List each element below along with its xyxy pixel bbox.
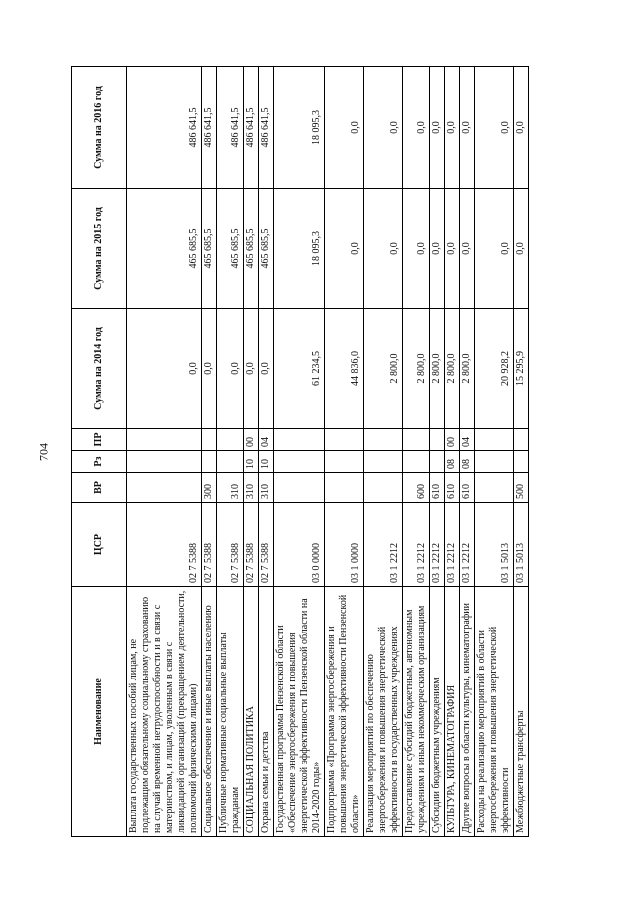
- cell-pr: [202, 429, 217, 451]
- cell-sum-2015: 0,0: [403, 189, 430, 309]
- cell-sum-2016: 486 641,5: [244, 67, 259, 189]
- header-csr: ЦСР: [72, 503, 127, 587]
- cell-rz: [430, 451, 445, 473]
- cell-sum-2014: 2 800,0: [460, 309, 475, 429]
- cell-sum-2016: 0,0: [475, 67, 514, 189]
- cell-vr: [274, 473, 325, 503]
- cell-name: Реализация мероприятий по обеспечению энергосбережения и повышения энергетической эффективности в государственных учреждениях: [364, 587, 403, 837]
- cell-sum-2016: 0,0: [445, 67, 460, 189]
- cell-sum-2015: 0,0: [460, 189, 475, 309]
- cell-csr: 03 1 0000: [325, 503, 364, 587]
- cell-sum-2014: 0,0: [127, 309, 202, 429]
- header-rz: Рз: [72, 451, 127, 473]
- cell-sum-2015: 465 685,5: [127, 189, 202, 309]
- cell-csr: 03 1 2212: [364, 503, 403, 587]
- page-number: 704: [36, 443, 51, 461]
- cell-csr: 02 7 5388: [202, 503, 217, 587]
- cell-vr: 600: [403, 473, 430, 503]
- cell-sum-2016: 0,0: [514, 67, 529, 189]
- cell-sum-2014: 0,0: [259, 309, 274, 429]
- cell-csr: 02 7 5388: [259, 503, 274, 587]
- cell-sum-2015: 0,0: [514, 189, 529, 309]
- cell-pr: [325, 429, 364, 451]
- cell-sum-2014: 0,0: [202, 309, 217, 429]
- table-row: [244, 67, 259, 837]
- cell-name: Подпрограмма «Программа энергосбережения и повышения энергетической эффективности Пензенской области»: [325, 587, 364, 837]
- table-row: [460, 67, 475, 837]
- cell-rz: [364, 451, 403, 473]
- cell-rz: [274, 451, 325, 473]
- cell-sum-2016: 486 641,5: [217, 67, 244, 189]
- cell-name: Другие вопросы в области культуры, кинематографии: [460, 587, 475, 837]
- table-row: [430, 67, 445, 837]
- cell-csr: 03 1 2212: [445, 503, 460, 587]
- cell-sum-2016: 0,0: [430, 67, 445, 189]
- cell-rz: [127, 451, 202, 473]
- cell-sum-2014: 0,0: [217, 309, 244, 429]
- cell-rz: [217, 451, 244, 473]
- cell-sum-2014: 2 800,0: [445, 309, 460, 429]
- header-pr: ПР: [72, 429, 127, 451]
- header-sum-2016: Сумма на 2016 год: [72, 67, 127, 189]
- cell-csr: 03 0 0000: [274, 503, 325, 587]
- cell-sum-2014: 2 800,0: [364, 309, 403, 429]
- header-name: Наименование: [72, 587, 127, 837]
- cell-csr: 02 7 5388: [127, 503, 202, 587]
- table-row: [445, 67, 460, 837]
- cell-vr: [364, 473, 403, 503]
- cell-csr: 03 1 2212: [430, 503, 445, 587]
- cell-name: Выплата государственных пособий лицам, не подлежащим обязательному социальному страхованию на случай временной нетрудоспособности и в связи с материнством, и лицам, уволенным в связи с ликвидацией организаций (прекращением деятельности, полномочий физическими лицами): [127, 587, 202, 837]
- table-row: [514, 67, 529, 837]
- cell-rz: [475, 451, 514, 473]
- cell-vr: [325, 473, 364, 503]
- cell-pr: [514, 429, 529, 451]
- cell-vr: [127, 473, 202, 503]
- header-vr: ВР: [72, 473, 127, 503]
- cell-sum-2015: 0,0: [430, 189, 445, 309]
- cell-name: КУЛЬТУРА, КИНЕМАТОГРАФИЯ: [445, 587, 460, 837]
- cell-csr: 02 7 5388: [217, 503, 244, 587]
- cell-name: Государственная программа Пензенской области «Обеспечение энергосбережения и повышения энергетической эффективности Пензенской области на 2014-2020 годы»: [274, 587, 325, 837]
- cell-csr: 02 7 5388: [244, 503, 259, 587]
- cell-rz: 08: [445, 451, 460, 473]
- table-row: [202, 67, 217, 837]
- cell-sum-2015: 0,0: [445, 189, 460, 309]
- table-row: [127, 67, 202, 837]
- cell-sum-2015: 0,0: [364, 189, 403, 309]
- cell-name: Публичные нормативные социальные выплаты гражданам: [217, 587, 244, 837]
- cell-vr: 310: [244, 473, 259, 503]
- cell-sum-2014: 20 928,2: [475, 309, 514, 429]
- cell-vr: 610: [430, 473, 445, 503]
- cell-pr: [430, 429, 445, 451]
- cell-name: Межбюджетные трансферты: [514, 587, 529, 837]
- cell-sum-2014: 44 836,0: [325, 309, 364, 429]
- cell-sum-2015: 465 685,5: [202, 189, 217, 309]
- cell-sum-2016: 0,0: [364, 67, 403, 189]
- cell-sum-2015: 465 685,5: [217, 189, 244, 309]
- cell-pr: [274, 429, 325, 451]
- cell-rz: [403, 451, 430, 473]
- cell-sum-2014: 15 295,9: [514, 309, 529, 429]
- cell-name: Субсидии бюджетным учреждениям: [430, 587, 445, 837]
- cell-pr: 04: [460, 429, 475, 451]
- cell-sum-2014: 61 234,5: [274, 309, 325, 429]
- cell-rz: [202, 451, 217, 473]
- budget-table: [71, 66, 529, 837]
- cell-pr: [475, 429, 514, 451]
- cell-sum-2014: 0,0: [244, 309, 259, 429]
- table-row: [274, 67, 325, 837]
- table-row: [364, 67, 403, 837]
- table-row: [475, 67, 514, 837]
- cell-vr: 310: [217, 473, 244, 503]
- cell-rz: 08: [460, 451, 475, 473]
- cell-pr: [403, 429, 430, 451]
- cell-pr: [217, 429, 244, 451]
- cell-rz: 10: [244, 451, 259, 473]
- cell-sum-2015: 18 095,3: [274, 189, 325, 309]
- cell-sum-2015: 0,0: [325, 189, 364, 309]
- cell-name: Предоставление субсидий бюджетным, автономным учреждениям и иным некоммерческим организациям: [403, 587, 430, 837]
- table-row: [259, 67, 274, 837]
- cell-vr: 500: [514, 473, 529, 503]
- table-row: [325, 67, 364, 837]
- cell-pr: [127, 429, 202, 451]
- cell-sum-2015: 465 685,5: [244, 189, 259, 309]
- table-header-row: [72, 67, 127, 837]
- cell-sum-2015: 465 685,5: [259, 189, 274, 309]
- cell-name: СОЦИАЛЬНАЯ ПОЛИТИКА: [244, 587, 259, 837]
- cell-name: Расходы на реализацию мероприятий в области энергосбережения и повышения энергетической эффективности: [475, 587, 514, 837]
- cell-rz: [514, 451, 529, 473]
- cell-sum-2015: 0,0: [475, 189, 514, 309]
- cell-sum-2016: 0,0: [460, 67, 475, 189]
- cell-sum-2016: 0,0: [403, 67, 430, 189]
- cell-pr: 04: [259, 429, 274, 451]
- cell-sum-2016: 486 641,5: [202, 67, 217, 189]
- cell-name: Охрана семьи и детства: [259, 587, 274, 837]
- cell-vr: 610: [460, 473, 475, 503]
- cell-rz: [325, 451, 364, 473]
- cell-sum-2016: 0,0: [325, 67, 364, 189]
- cell-sum-2016: 486 641,5: [127, 67, 202, 189]
- cell-csr: 03 1 2212: [403, 503, 430, 587]
- table-row: [217, 67, 244, 837]
- cell-csr: 03 1 2212: [460, 503, 475, 587]
- cell-sum-2016: 486 641,5: [259, 67, 274, 189]
- cell-vr: 300: [202, 473, 217, 503]
- cell-pr: 00: [445, 429, 460, 451]
- cell-pr: 00: [244, 429, 259, 451]
- cell-sum-2016: 18 095,3: [274, 67, 325, 189]
- cell-name: Социальное обеспечение и иные выплаты населению: [202, 587, 217, 837]
- cell-vr: 610: [445, 473, 460, 503]
- table-row: [403, 67, 430, 837]
- cell-pr: [364, 429, 403, 451]
- cell-csr: 03 1 5013: [514, 503, 529, 587]
- cell-vr: [475, 473, 514, 503]
- cell-sum-2014: 2 800,0: [403, 309, 430, 429]
- cell-vr: 310: [259, 473, 274, 503]
- header-sum-2014: Сумма на 2014 год: [72, 309, 127, 429]
- budget-table-container: [71, 67, 569, 837]
- cell-sum-2014: 2 800,0: [430, 309, 445, 429]
- cell-csr: 03 1 5013: [475, 503, 514, 587]
- cell-rz: 10: [259, 451, 274, 473]
- header-sum-2015: Сумма на 2015 год: [72, 189, 127, 309]
